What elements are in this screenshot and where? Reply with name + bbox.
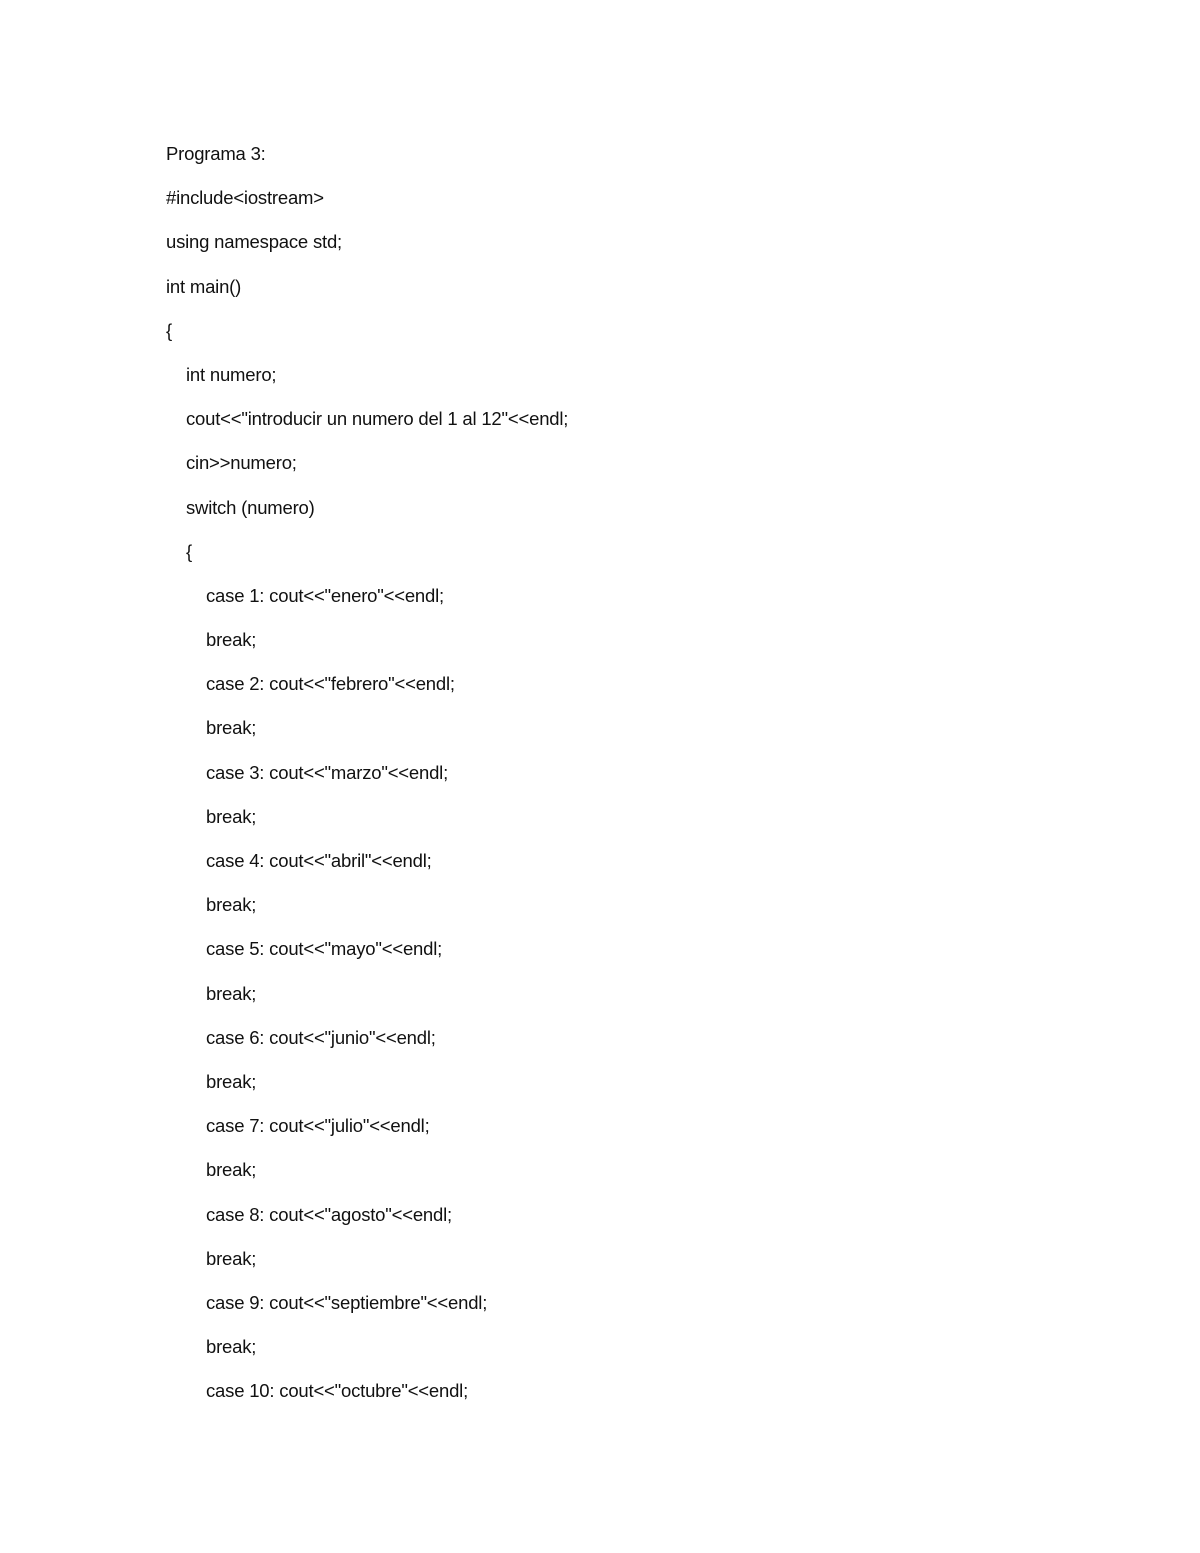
code-line: int numero; bbox=[186, 363, 277, 385]
code-line: cin>>numero; bbox=[186, 452, 297, 474]
code-line: break; bbox=[206, 629, 257, 651]
code-line: case 10: cout<<"octubre"<<endl; bbox=[206, 1380, 469, 1402]
code-line: case 5: cout<<"mayo"<<endl; bbox=[206, 938, 443, 960]
code-line: break; bbox=[206, 894, 257, 916]
code-line: switch (numero) bbox=[186, 496, 315, 518]
code-line: #include<iostream> bbox=[166, 187, 324, 209]
code-line: break; bbox=[206, 982, 257, 1004]
code-line: break; bbox=[206, 1336, 257, 1358]
code-line: case 8: cout<<"agosto"<<endl; bbox=[206, 1203, 452, 1225]
code-line: case 4: cout<<"abril"<<endl; bbox=[206, 850, 432, 871]
code-line: { bbox=[166, 319, 172, 341]
code-line: case 3: cout<<"marzo"<<endl; bbox=[206, 761, 449, 783]
code-line: case 6: cout<<"junio"<<endl; bbox=[206, 1026, 436, 1048]
code-line: case 9: cout<<"septiembre"<<endl; bbox=[206, 1291, 488, 1313]
code-line: case 2: cout<<"febrero"<<endl; bbox=[206, 673, 455, 695]
code-line: break; bbox=[206, 717, 257, 739]
code-line: break; bbox=[206, 1159, 257, 1181]
code-line: { bbox=[186, 540, 192, 562]
code-line: break; bbox=[206, 1070, 257, 1092]
code-line: int main() bbox=[166, 275, 242, 297]
code-line: break; bbox=[206, 1247, 257, 1269]
document-body bbox=[166, 138, 1066, 1419]
code-line: cout<<"introducir un numero del 1 al 12"<<endl; bbox=[186, 408, 569, 430]
code-line: case 1: cout<<"enero"<<endl; bbox=[206, 584, 444, 606]
code-line: break; bbox=[206, 805, 257, 827]
code-line: case 7: cout<<"julio"<<endl; bbox=[206, 1115, 430, 1137]
code-line: using namespace std; bbox=[166, 231, 342, 253]
document-heading: Programa 3: bbox=[166, 143, 266, 164]
